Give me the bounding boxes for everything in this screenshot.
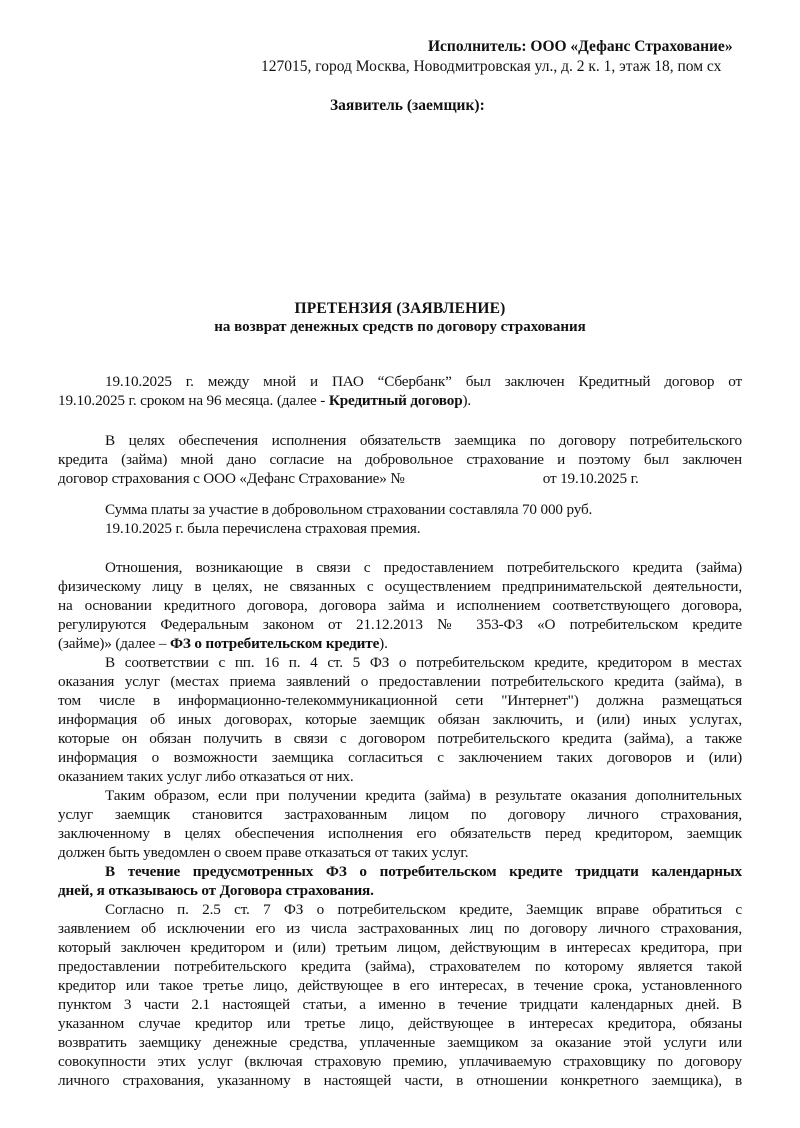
text-line: информация об иных договорах, которые заемщик обязан заключить, и (или) иных услугах, — [58, 711, 742, 728]
text-line: указанном случае кредитор или третье лицо, действующее в интересах кредитора, обязаны — [58, 1015, 742, 1032]
text-line: заключенному в целях обеспечения исполнения его обязательств перед кредитором, заемщик — [58, 825, 742, 842]
paragraph-credit-agreement — [58, 372, 742, 410]
text-line: пунктом 3 части 2.1 настоящей статьи, а именно в течение тридцати календарных дней. В — [58, 996, 742, 1013]
text-line: том числе в информационно-телекоммуникационной сети "Интернет") должна размещаться — [58, 692, 742, 709]
applicant-label: Заявитель (заемщик): — [330, 97, 485, 114]
text-line: 19.10.2025 г. была перечислена страховая премия. — [105, 520, 421, 537]
text-line: 19.10.2025 г. сроком на 96 месяца. (далее - Кредитный договор). — [58, 392, 472, 409]
title-main: ПРЕТЕНЗИЯ (ЗАЯВЛЕНИЕ) — [294, 300, 506, 317]
text-line: Отношения, возникающие в связи с предоставлением потребительского кредита (займа) — [105, 559, 742, 576]
defined-term: Кредитный договор — [328, 392, 463, 409]
text-line: информация о возможности заемщика согласиться с заключением таких договоров и (или) — [58, 749, 742, 766]
text-line: заявлением об исключении его из числа застрахованных лиц по договору личного страхования, — [58, 920, 742, 937]
executor-line: Исполнитель: ООО «Дефанс Страхование» — [428, 38, 733, 55]
text-line: дней, я отказываюсь от Договора страхования. — [58, 882, 374, 899]
text-line: В течение предусмотренных ФЗ о потребительском кредите тридцати календарных — [105, 863, 742, 880]
text-line: оказания услуг (местах приема заявлений о предоставлении потребительского кредита (займа), в — [58, 673, 742, 690]
text-line: кредитор или такое третье лицо, действующее в его интересах, в течение срока, установленного — [58, 977, 742, 994]
paragraph-refusal-statement — [58, 862, 742, 900]
document-title — [58, 300, 742, 336]
text-line: договор страхования с ООО «Дефанс Страхование» № от 19.10.2025 г. — [58, 470, 639, 487]
paragraph-law-reference — [58, 900, 742, 1090]
paragraph-notification-right — [58, 786, 742, 862]
text-line: Согласно п. 2.5 ст. 7 ФЗ о потребительском кредите, Заемщик вправе обратиться с — [105, 901, 742, 918]
paragraph-relations — [58, 558, 742, 653]
text-line: на основании кредитного договора, договора займа и исполнением соответствующего договора, — [58, 597, 742, 614]
paragraph-information-duty — [58, 653, 742, 786]
text-line: оказанием таких услуг либо отказаться от них. — [58, 768, 354, 785]
text-line: кредита (займа) мной дано согласие на добровольное страхование и поэтому был заключен — [58, 451, 742, 468]
text-line: В соответствии с пп. 16 п. 4 ст. 5 ФЗ о потребительском кредите, кредитором в местах — [105, 654, 742, 671]
text-line: должен быть уведомлен о своем праве отказаться от таких услуг. — [58, 844, 469, 861]
text-line: личного страхования, указанному в настоящей части, в отношении конкретного заемщика), в — [58, 1072, 742, 1089]
text-line: 19.10.2025 г. между мной и ПАО “Сбербанк” был заключен Кредитный договор от — [105, 373, 742, 390]
text-line: услуг заемщик становится застрахованным лицом по договору личного страхования, — [58, 806, 742, 823]
text-line: регулируются Федеральным законом от 21.12.2013 № 353-ФЗ «О потребительском кредите — [58, 616, 742, 633]
text-line: которые он обязан получить в связи с договором потребительского кредита (займа), а также — [58, 730, 742, 747]
defined-term: ФЗ о потребительском кредите — [169, 635, 380, 652]
paragraph-payment — [58, 500, 742, 538]
text-line: возвратить заемщику денежные средства, уплаченные заемщиком за оказание этой услуги или — [58, 1034, 742, 1051]
title-subtitle: на возврат денежных средств по договору страхования — [214, 319, 586, 335]
text-line: Сумма платы за участие в добровольном страховании составляла 70 000 руб. — [105, 501, 593, 518]
text-line: предоставлении потребительского кредита (займа), страхователем по которому является такой — [58, 958, 742, 975]
executor-address: 127015, город Москва, Новодмитровская ул., д. 2 к. 1, этаж 18, пом сх — [261, 58, 722, 75]
text-line: физическому лицу в целях, не связанных с осуществлением предпринимательской деятельности, — [58, 578, 742, 595]
text-line: совокупности этих услуг (включая страховую премию, уплачиваемую страховщику по договору — [58, 1053, 742, 1070]
text-line: Таким образом, если при получении кредита (займа) в результате оказания дополнительных — [105, 787, 742, 804]
text-line: который заключен кредитором и (или) третьим лицом, действующим в интересах кредитора, при — [58, 939, 742, 956]
text-line: (займе)» (далее – ФЗ о потребительском кредите). — [58, 635, 388, 652]
paragraph-insurance-agreement — [58, 431, 742, 488]
text-line: В целях обеспечения исполнения обязательств заемщика по договору потребительского — [105, 432, 742, 449]
